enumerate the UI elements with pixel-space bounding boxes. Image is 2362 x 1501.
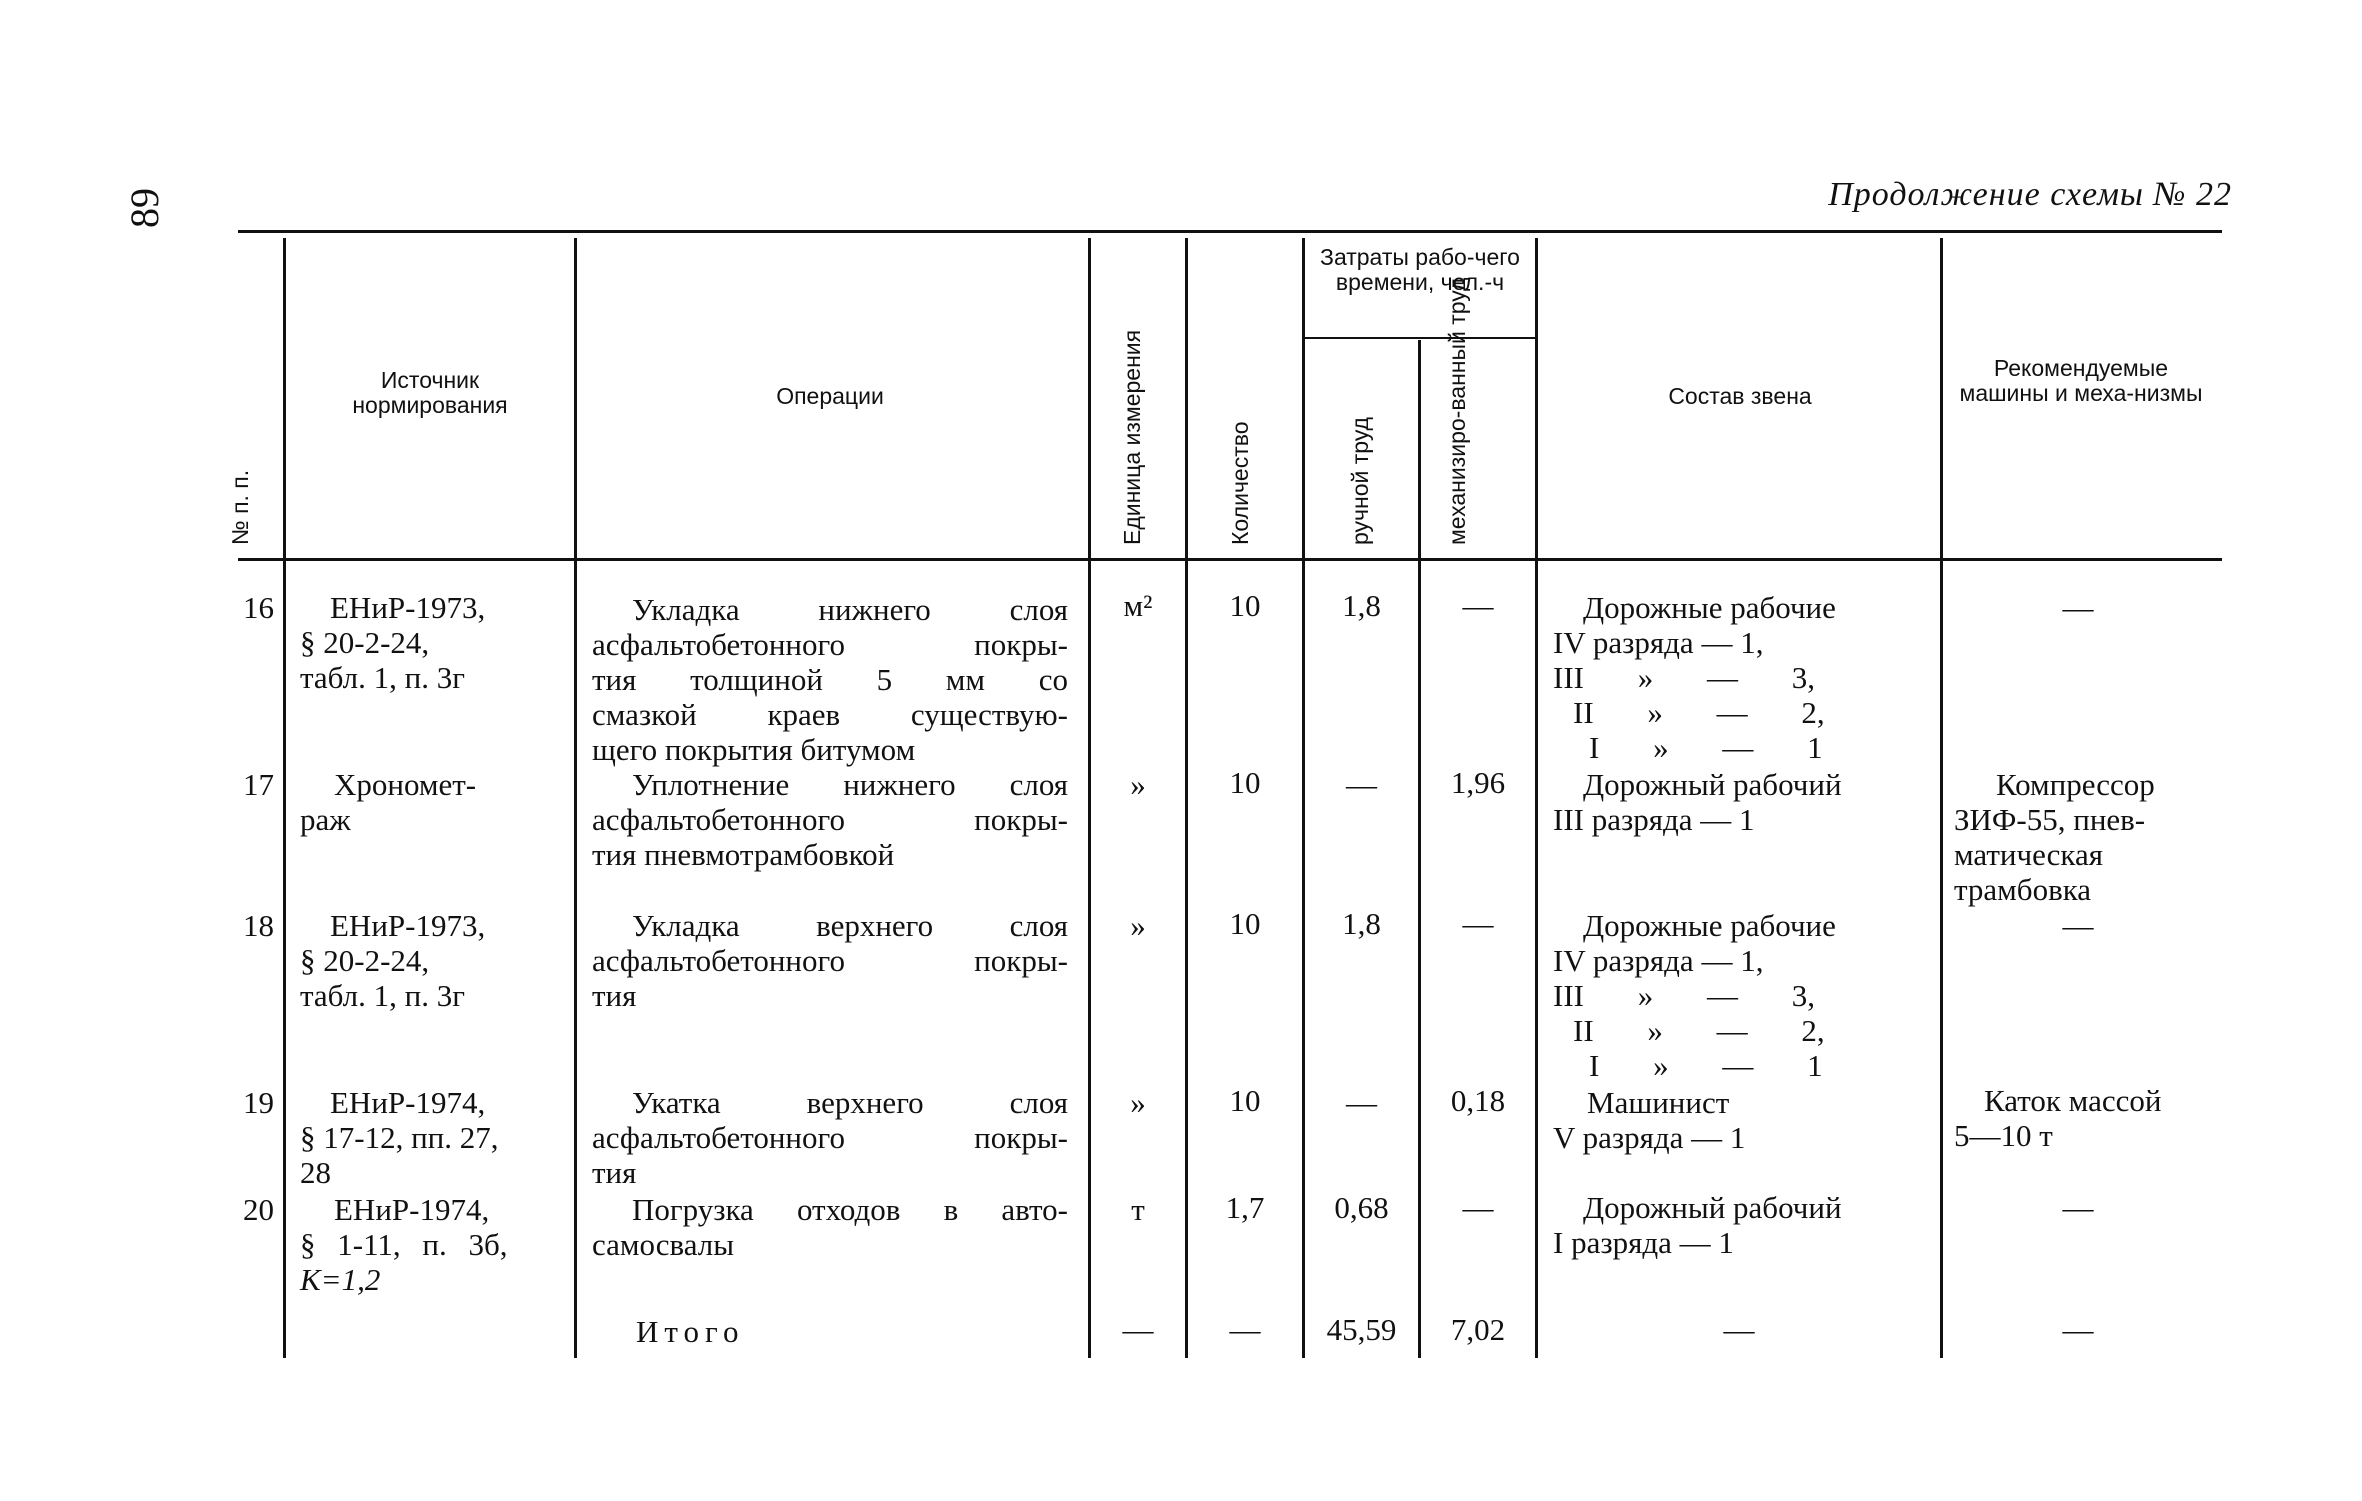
row-16-mechanized: — — [1462, 588, 1494, 623]
source-line: табл. 1, п. 3г — [300, 660, 465, 695]
header-labor-group: Затраты рабо-чего времени, чел.-ч — [1320, 244, 1520, 295]
header-manual: ручной труд — [1347, 417, 1373, 545]
labor-group-rule — [1303, 337, 1537, 339]
row-17-source — [300, 767, 570, 837]
source-line: § 20-2-24, — [300, 625, 430, 660]
operation-line: Укладка нижнего слоя — [632, 592, 1068, 627]
row-17-crew — [1553, 767, 1938, 837]
row-16-manual: 1,8 — [1342, 588, 1381, 623]
top-rule — [238, 230, 2222, 233]
col-rule-2 — [574, 238, 577, 1358]
row-19-source — [300, 1085, 570, 1190]
machines-line: Компрессор — [1996, 767, 2155, 802]
row-16-machines: — — [2062, 590, 2094, 625]
row-20-source — [300, 1192, 570, 1297]
row-17-machines — [1954, 767, 2216, 907]
row-19-num: 19 — [243, 1085, 274, 1120]
total-machines: — — [2062, 1312, 2094, 1347]
source-line: ЕНиР-1974, — [330, 1085, 486, 1120]
row-20-mechanized: — — [1462, 1190, 1494, 1225]
source-line: 28 — [300, 1155, 331, 1190]
crew-line: IV разряда — 1, — [1553, 625, 1764, 660]
source-line: ЕНиР-1973, — [330, 590, 486, 625]
page-number: 89 — [122, 188, 167, 228]
operation-line: самосвалы — [592, 1227, 735, 1262]
row-20-manual: 0,68 — [1334, 1190, 1389, 1225]
crew-line: II » — 2, — [1573, 1013, 1825, 1048]
operation-line: тия толщиной 5 мм со — [592, 662, 1068, 697]
machines-line: ЗИФ-55, пнев- — [1954, 802, 2146, 837]
source-line: § 20-2-24, — [300, 943, 430, 978]
crew-line: Дорожные рабочие — [1583, 590, 1836, 625]
row-18-operation — [592, 908, 1068, 1013]
operation-line: Укатка верхнего слоя — [632, 1085, 1068, 1120]
operation-line: щего покрытия битумом — [592, 732, 916, 767]
operation-line: тия — [592, 1155, 637, 1190]
row-18-source — [300, 908, 570, 1013]
crew-line: Дорожные рабочие — [1583, 908, 1836, 943]
operation-line: тия пневмотрамбовкой — [592, 837, 895, 872]
total-label: Итого — [636, 1314, 745, 1349]
total-mechanized: 7,02 — [1450, 1312, 1506, 1347]
source-line: K=1,2 — [300, 1262, 381, 1297]
operation-line: асфальтобетонного покры- — [592, 943, 1068, 978]
col-rule-1 — [283, 238, 286, 1358]
crew-line: V разряда — 1 — [1553, 1120, 1746, 1155]
operation-line: тия — [592, 978, 637, 1013]
row-20-operation — [592, 1192, 1068, 1262]
row-18-unit: » — [1130, 908, 1146, 943]
total-quantity: — — [1229, 1312, 1261, 1347]
row-20-quantity: 1,7 — [1225, 1190, 1265, 1225]
operation-line: смазкой краев существую- — [592, 697, 1068, 732]
row-20-crew — [1553, 1190, 1938, 1260]
row-19-machines — [1954, 1083, 2216, 1153]
row-17-operation — [592, 767, 1068, 872]
operation-line: Укладка верхнего слоя — [632, 908, 1068, 943]
machines-line: 5—10 т — [1954, 1118, 2053, 1153]
row-18-num: 18 — [243, 908, 274, 943]
source-line: Хрономет- — [334, 767, 477, 802]
machines-line: трамбовка — [1954, 872, 2092, 907]
crew-line: III » — 3, — [1553, 978, 1815, 1013]
crew-line: II » — 2, — [1573, 695, 1825, 730]
row-17-unit: » — [1130, 767, 1146, 802]
row-17-mechanized: 1,96 — [1450, 765, 1506, 800]
col-rule-7 — [1535, 238, 1538, 1358]
total-unit: — — [1122, 1312, 1154, 1347]
operation-line: асфальтобетонного покры- — [592, 802, 1068, 837]
header-unit: Единица измерения — [1119, 329, 1145, 545]
header-mechanized: механизиро-ванный труд — [1444, 277, 1470, 545]
header-num: № п. п. — [227, 469, 253, 545]
header-quantity: Количество — [1227, 421, 1253, 545]
row-17-quantity: 10 — [1229, 765, 1261, 800]
source-line: ЕНиР-1973, — [330, 908, 486, 943]
header-crew: Состав звена — [1668, 383, 1812, 409]
row-18-machines: — — [2062, 908, 2094, 943]
crew-line: Дорожный рабочий — [1583, 767, 1842, 802]
source-line: § 1-11, п. 3б, — [300, 1227, 508, 1262]
row-16-unit: м² — [1123, 588, 1153, 623]
row-20-num: 20 — [243, 1192, 274, 1227]
row-18-manual: 1,8 — [1342, 906, 1381, 941]
total-crew: — — [1723, 1312, 1755, 1347]
row-19-manual: — — [1346, 1085, 1377, 1120]
header-machines: Рекомендуемые машины и меха-низмы — [1959, 355, 2203, 406]
crew-line: I разряда — 1 — [1553, 1225, 1734, 1260]
header-operations: Операции — [776, 383, 884, 409]
row-16-crew — [1553, 590, 1938, 765]
source-line: ЕНиР-1974, — [334, 1192, 490, 1227]
operation-line: Уплотнение нижнего слоя — [632, 767, 1068, 802]
row-17-manual: — — [1346, 767, 1377, 802]
machines-line: Каток массой — [1984, 1083, 2162, 1118]
row-16-operation — [592, 592, 1068, 767]
row-16-quantity: 10 — [1229, 588, 1261, 623]
machines-line: матическая — [1954, 837, 2103, 872]
row-18-mechanized: — — [1462, 906, 1494, 941]
row-19-crew — [1553, 1085, 1938, 1155]
operation-line: асфальтобетонного покры- — [592, 1120, 1068, 1155]
crew-line: III разряда — 1 — [1553, 802, 1755, 837]
row-19-mechanized: 0,18 — [1450, 1083, 1506, 1118]
crew-line: I » — 1 — [1589, 730, 1823, 765]
continuation-title: Продолжение схемы № 22 — [1828, 176, 2232, 213]
row-18-crew — [1553, 908, 1938, 1083]
crew-line: IV разряда — 1, — [1553, 943, 1764, 978]
header-bottom-rule — [238, 558, 2222, 561]
row-18-quantity: 10 — [1229, 906, 1261, 941]
row-19-unit: » — [1130, 1085, 1146, 1120]
row-16-source — [300, 590, 570, 695]
operation-line: асфальтобетонного покры- — [592, 627, 1068, 662]
row-19-quantity: 10 — [1229, 1083, 1261, 1118]
row-20-machines: — — [2062, 1190, 2094, 1225]
total-manual: 45,59 — [1326, 1312, 1397, 1347]
row-20-unit: т — [1131, 1192, 1145, 1227]
header-source: Источник нормирования — [352, 367, 508, 418]
crew-line: III » — 3, — [1553, 660, 1815, 695]
operation-line: Погрузка отходов в авто- — [632, 1192, 1068, 1227]
crew-line: Машинист — [1587, 1085, 1730, 1120]
source-line: § 17-12, пп. 27, — [300, 1120, 499, 1155]
crew-line: I » — 1 — [1589, 1048, 1823, 1083]
row-19-operation — [592, 1085, 1068, 1190]
crew-line: Дорожный рабочий — [1583, 1190, 1842, 1225]
source-line: табл. 1, п. 3г — [300, 978, 465, 1013]
source-line: раж — [300, 802, 351, 837]
row-17-num: 17 — [243, 767, 274, 802]
row-16-num: 16 — [243, 590, 274, 625]
